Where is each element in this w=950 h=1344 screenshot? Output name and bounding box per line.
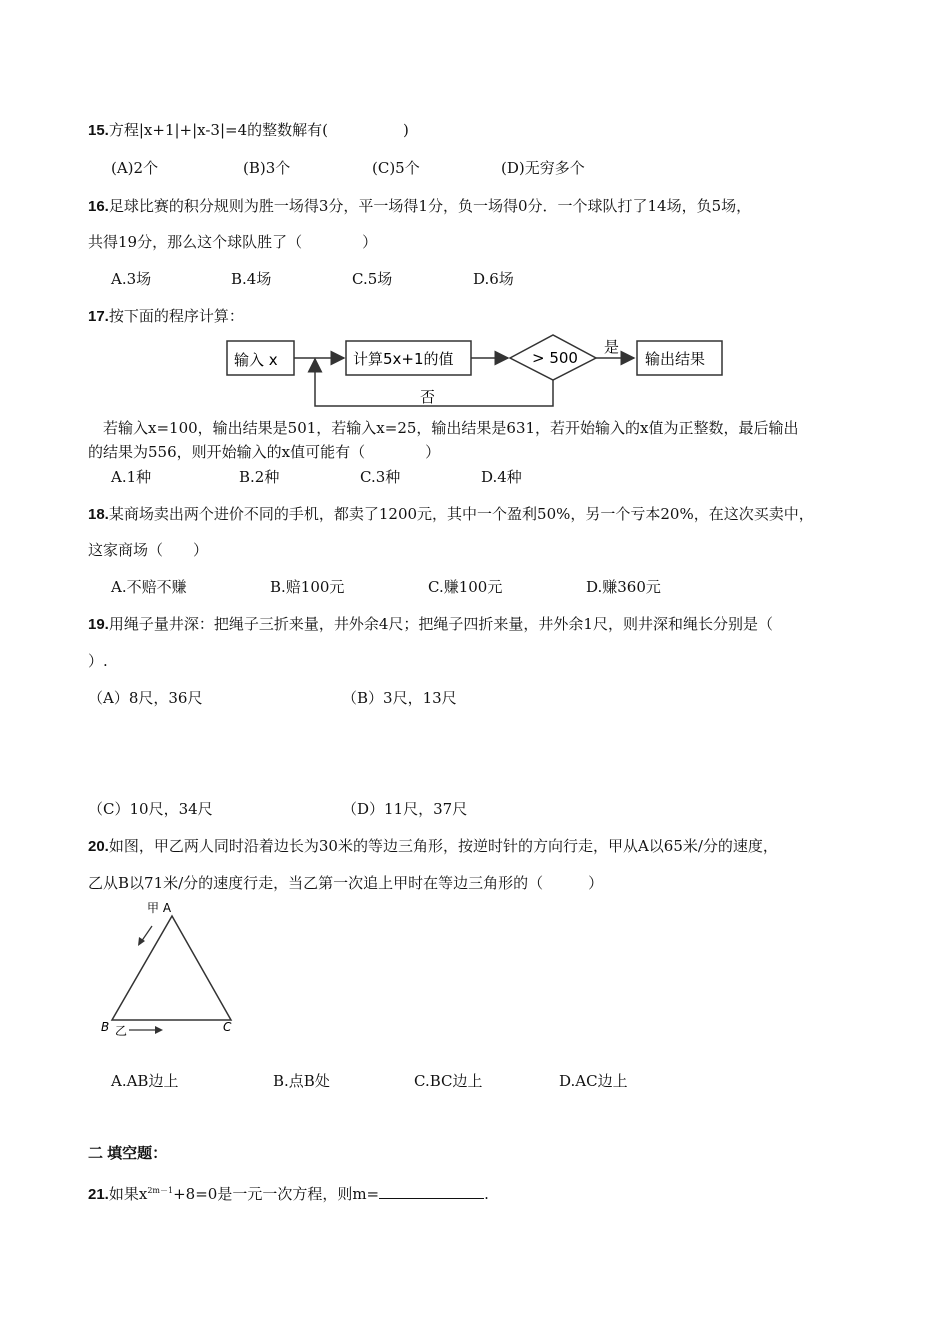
option-c: (C)5个 bbox=[372, 159, 420, 177]
question-text-line2: 乙从B以71米/分的速度行走，当乙第一次追上甲时在等边三角形的（ ） bbox=[88, 874, 604, 892]
option-c: （C）10尺，34尺 bbox=[88, 800, 213, 818]
option-d: D.赚360元 bbox=[586, 578, 661, 596]
question-number: 21. bbox=[88, 1186, 109, 1203]
triangle-figure bbox=[95, 898, 245, 1038]
question-20 bbox=[88, 836, 778, 857]
program-flowchart bbox=[220, 332, 730, 412]
question-15 bbox=[88, 120, 409, 141]
question-16 bbox=[88, 196, 751, 217]
vertex-b-label: B bbox=[101, 1020, 110, 1034]
option-c: C.5场 bbox=[352, 270, 393, 288]
option-d: D.AC边上 bbox=[559, 1072, 628, 1090]
question-text-line2: 的结果为556，则开始输入的x值可能有（ ） bbox=[88, 443, 441, 461]
walker-yi-label: 乙 bbox=[115, 1024, 128, 1038]
vertex-a-label: 甲 A bbox=[147, 901, 172, 915]
option-b: B.赔100元 bbox=[270, 578, 345, 596]
input-label: 输入 x bbox=[234, 351, 278, 369]
question-19 bbox=[88, 614, 773, 635]
option-b: B.2种 bbox=[239, 468, 280, 486]
question-text-line1: 用绳子量井深：把绳子三折来量，井外余4尺；把绳子四折来量，井外余1尺，则井深和绳长分别是（ bbox=[108, 615, 773, 633]
question-text-suffix: +8=0是一元一次方程，则m= bbox=[173, 1185, 380, 1203]
question-number: 18. bbox=[88, 506, 109, 523]
yes-label: 是 bbox=[604, 338, 620, 356]
question-text: 方程|x+1|+|x-3|=4的整数解有( ) bbox=[108, 121, 409, 139]
option-a: A.3场 bbox=[111, 270, 152, 288]
vertex-c-label: C bbox=[223, 1020, 232, 1034]
question-number: 16. bbox=[88, 198, 109, 215]
question-text-end: . bbox=[484, 1185, 489, 1203]
option-b: (B)3个 bbox=[243, 159, 291, 177]
option-b: B.4场 bbox=[231, 270, 272, 288]
option-d: D.6场 bbox=[473, 270, 514, 288]
option-a: A.不赔不赚 bbox=[111, 578, 187, 596]
no-label: 否 bbox=[420, 388, 436, 406]
option-d: D.4种 bbox=[481, 468, 522, 486]
question-text-line1: 足球比赛的积分规则为胜一场得3分，平一场得1分，负一场得0分．一个球队打了14场，负5场， bbox=[108, 197, 752, 215]
option-c: C.BC边上 bbox=[414, 1072, 483, 1090]
question-text-prefix: 如果x bbox=[108, 1185, 148, 1203]
section-title: 二 填空题： bbox=[88, 1145, 168, 1162]
output-label: 输出结果 bbox=[645, 350, 706, 368]
answer-blank[interactable] bbox=[379, 1184, 484, 1199]
option-c: C.3种 bbox=[360, 468, 401, 486]
option-a: A.AB边上 bbox=[111, 1072, 179, 1090]
compute-label: 计算5x+1的值 bbox=[353, 350, 454, 368]
question-number: 17. bbox=[88, 308, 109, 325]
option-c: C.赚100元 bbox=[428, 578, 503, 596]
question-18 bbox=[88, 504, 814, 525]
question-text-line1: 某商场卖出两个进价不同的手机，都卖了1200元，其中一个盈利50%，另一个亏本20%，在这次买卖中， bbox=[108, 505, 814, 523]
question-number: 15. bbox=[88, 122, 109, 139]
question-number: 20. bbox=[88, 838, 109, 855]
question-text-line2: 这家商场（ ） bbox=[88, 541, 209, 559]
option-b: B.点B处 bbox=[273, 1072, 330, 1090]
question-text-line2: ）. bbox=[88, 652, 108, 670]
question-text-line1: 若输入x=100，输出结果是501，若输入x=25，输出结果是631，若开始输入的x值为正整数，最后输出 bbox=[88, 419, 799, 437]
option-a: （A）8尺，36尺 bbox=[88, 689, 203, 707]
exponent: 2m－1 bbox=[147, 1186, 174, 1195]
question-21 bbox=[88, 1181, 489, 1205]
option-a: A.1种 bbox=[111, 468, 152, 486]
equilateral-triangle bbox=[112, 916, 231, 1020]
condition-label: > 500 bbox=[532, 349, 578, 367]
option-a: (A)2个 bbox=[111, 159, 159, 177]
question-text-line2: 共得19分，那么这个球队胜了（ ） bbox=[88, 233, 378, 251]
option-d: （D）11尺，37尺 bbox=[342, 800, 468, 818]
option-b: （B）3尺，13尺 bbox=[342, 689, 457, 707]
arrow-yi-head bbox=[155, 1026, 163, 1034]
option-d: (D)无穷多个 bbox=[501, 159, 585, 177]
question-text-line1: 如图，甲乙两人同时沿着边长为30米的等边三角形，按逆时针的方向行走，甲从A以65米/分的速度， bbox=[108, 837, 778, 855]
question-number: 19. bbox=[88, 616, 109, 633]
question-17 bbox=[88, 306, 244, 327]
question-text: 按下面的程序计算： bbox=[108, 307, 244, 325]
